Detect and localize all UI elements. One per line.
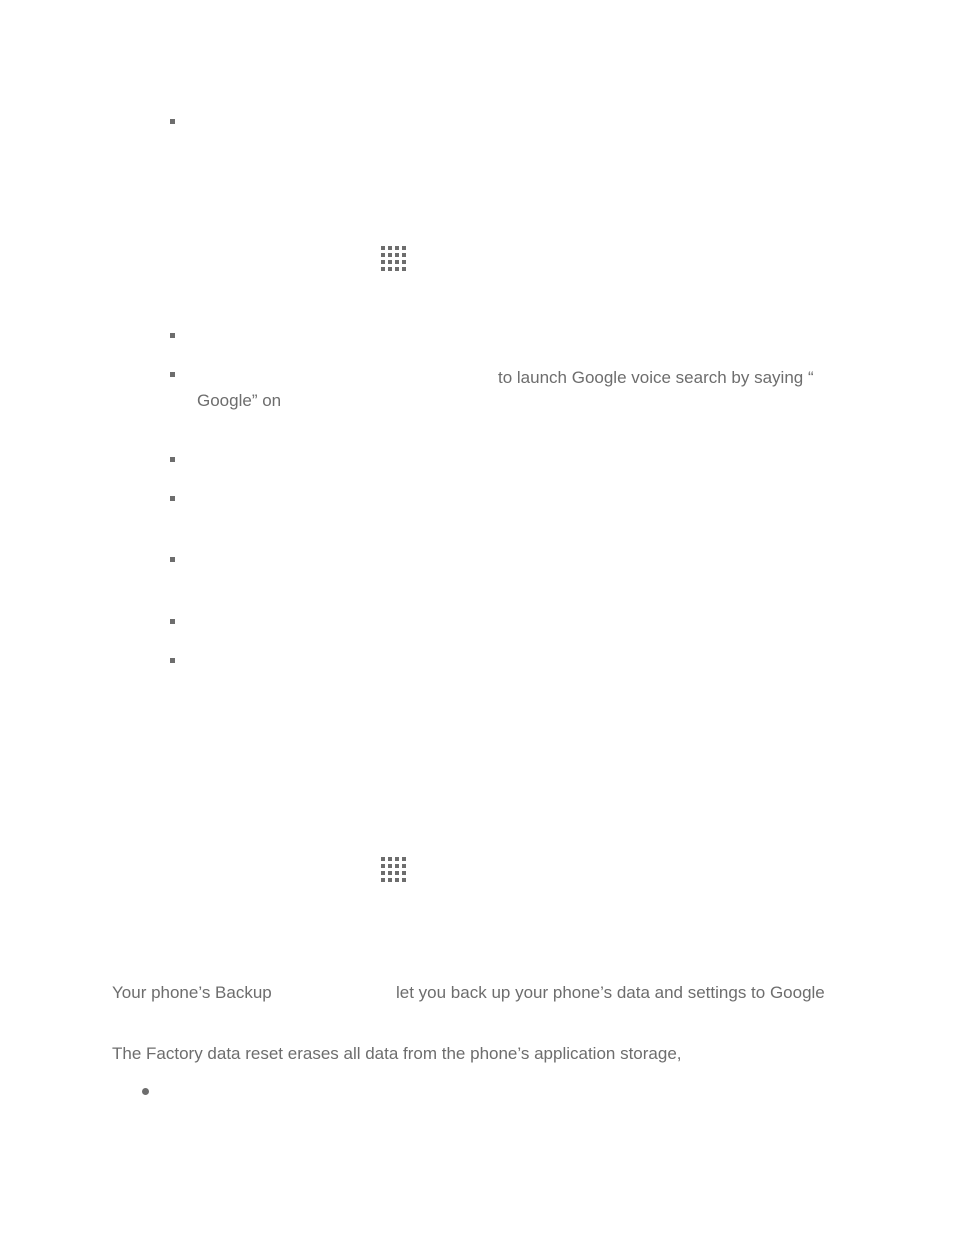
bullet-marker — [170, 457, 175, 462]
bullet-marker — [170, 557, 175, 562]
voice-search-text-continued: Google” on — [197, 391, 282, 410]
apps-grid-icon — [381, 857, 407, 883]
bullet-marker — [142, 1088, 149, 1095]
bullet-marker — [170, 333, 175, 338]
factory-reset-text: The Factory data reset erases all data from the phone’s application storage, — [112, 1044, 682, 1063]
bullet-marker — [170, 372, 175, 377]
voice-search-text: to launch Google voice search by saying “ — [498, 368, 814, 387]
backup-text-continued: let you back up your phone’s data and settings to Google — [396, 983, 825, 1002]
bullet-marker — [170, 496, 175, 501]
bullet-marker — [170, 658, 175, 663]
backup-text: Your phone’s Backup — [112, 983, 272, 1002]
bullet-marker — [170, 119, 175, 124]
bullet-marker — [170, 619, 175, 624]
apps-grid-icon — [381, 246, 407, 272]
